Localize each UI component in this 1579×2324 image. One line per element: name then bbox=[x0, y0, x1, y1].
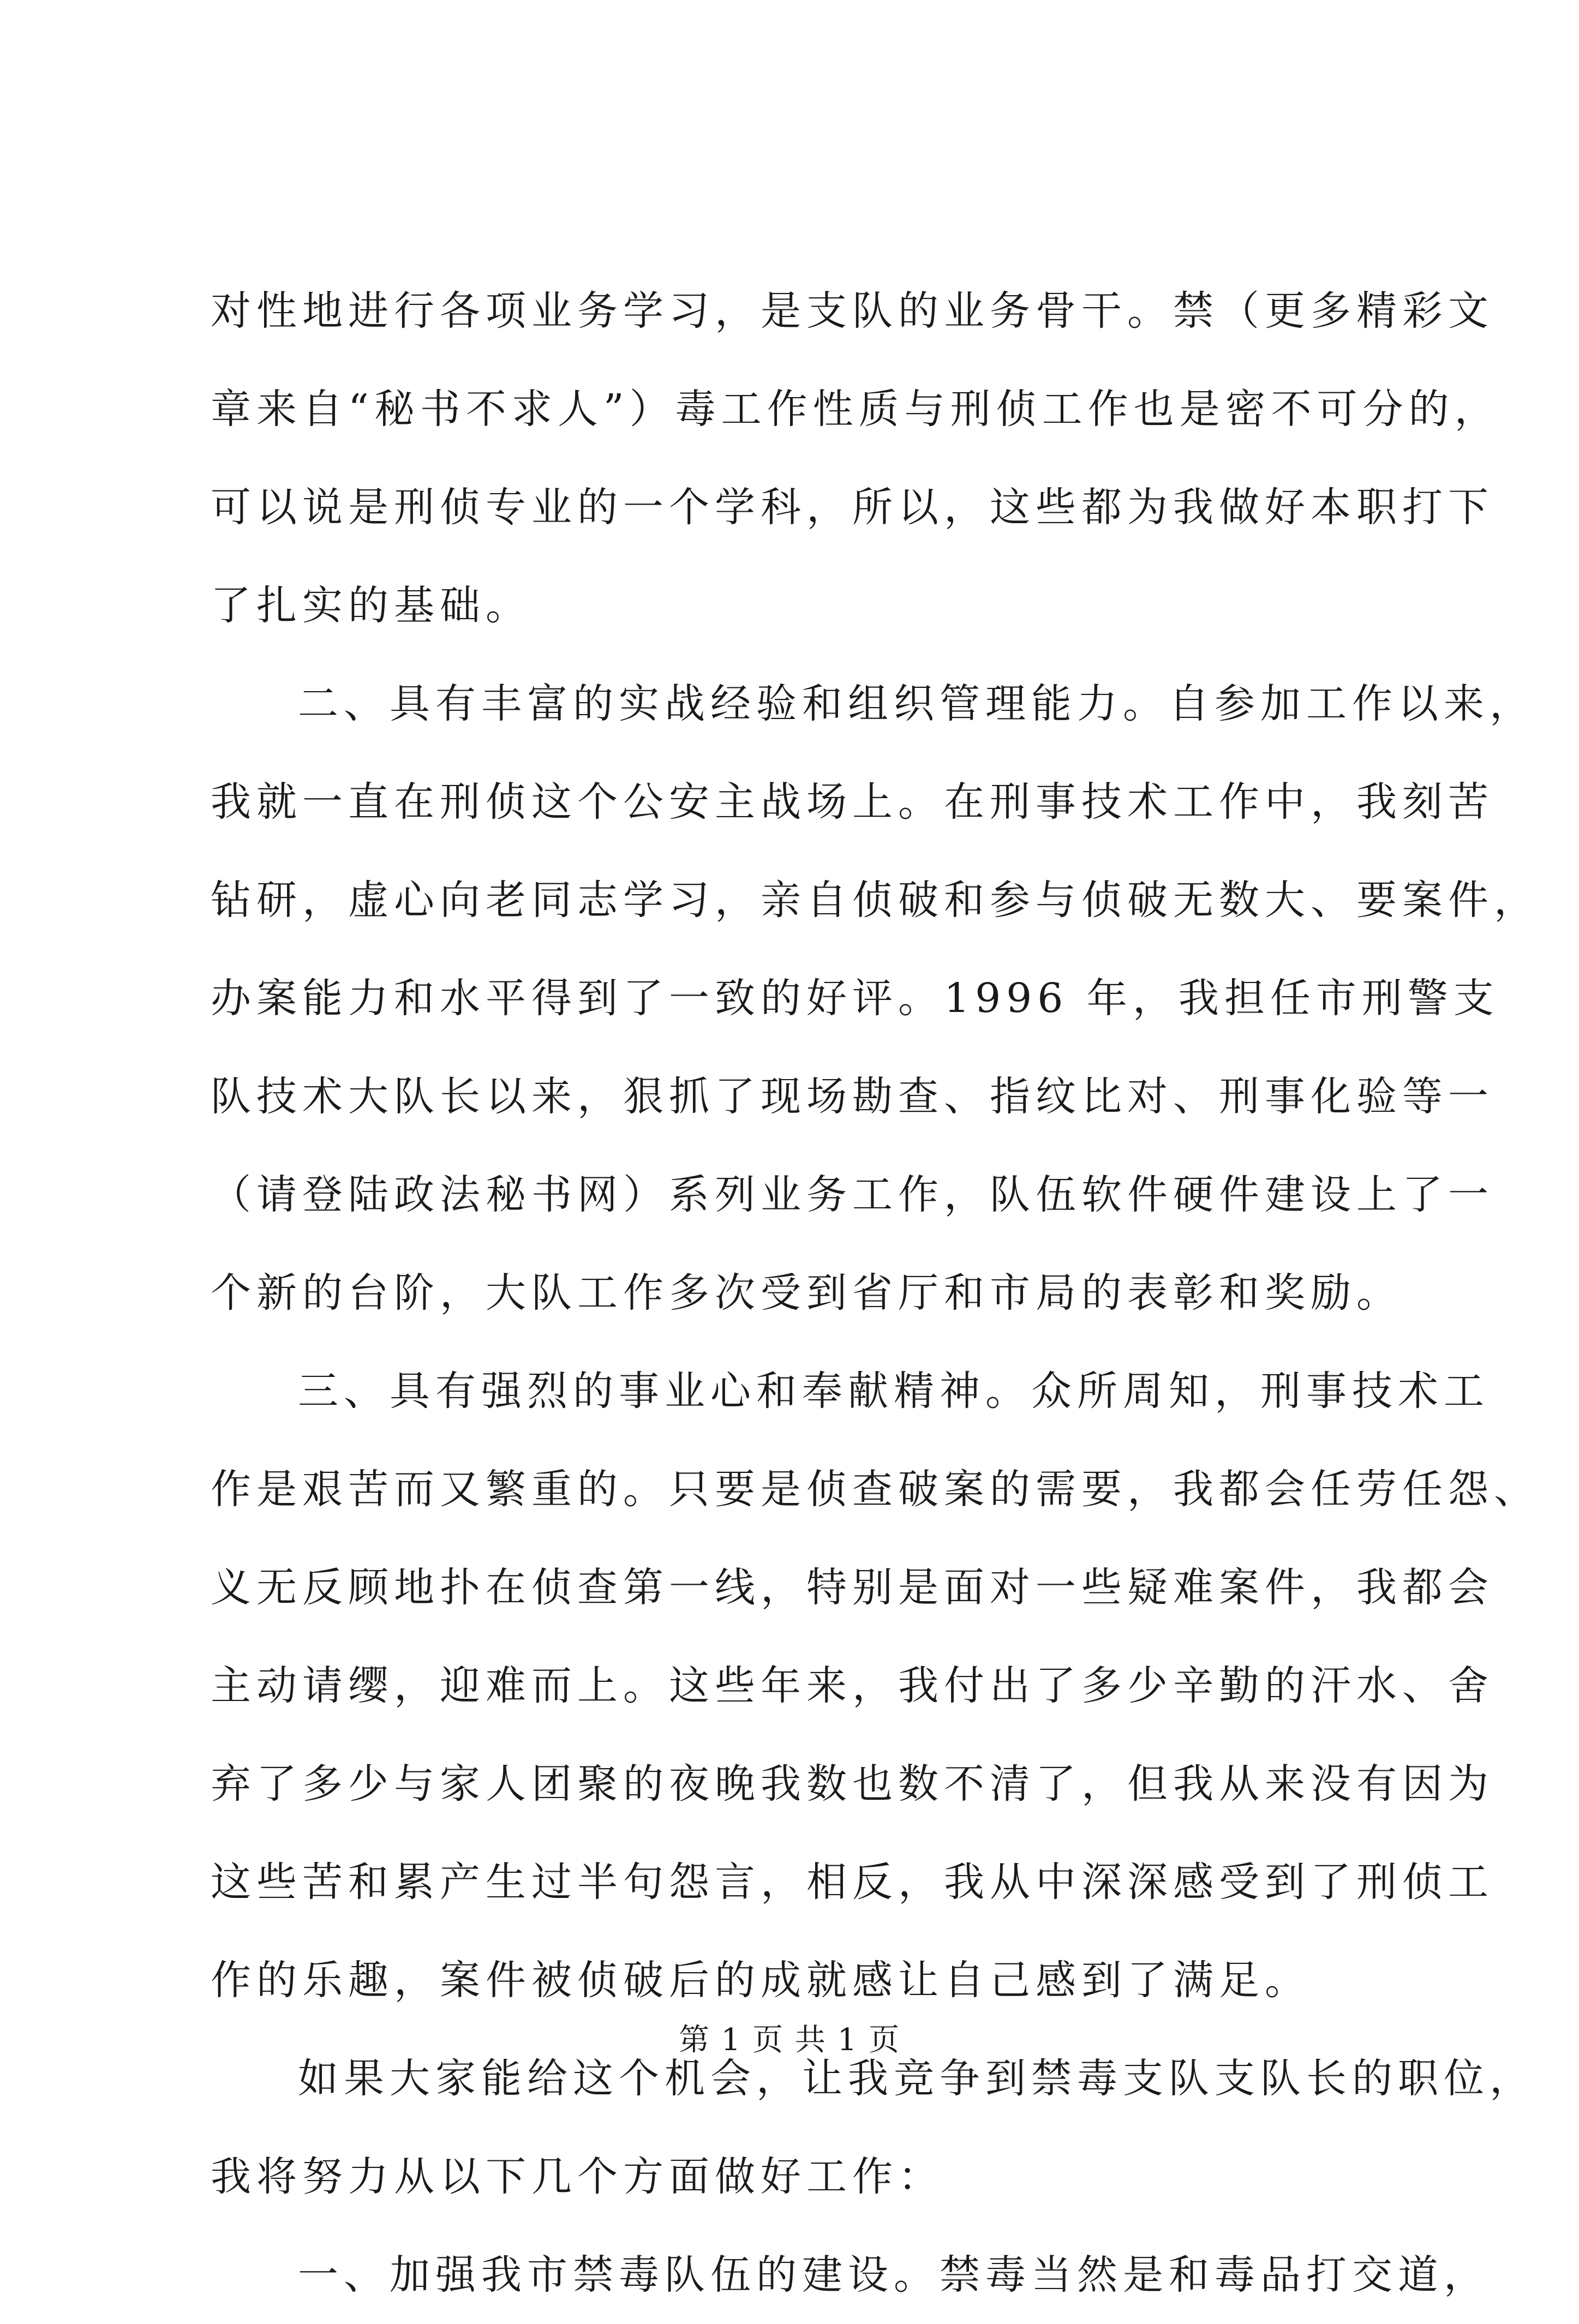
paragraph-start-line: 如果大家能给这个机会，让我竞争到禁毒支队支队长的职位， bbox=[298, 2055, 1535, 2102]
text-line: 可以说是刑侦专业的一个学科，所以，这些都为我做好本职打下 bbox=[211, 484, 1494, 531]
text-line: 我将努力从以下几个方面做好工作： bbox=[211, 2153, 944, 2200]
paragraph-start-line: 二、具有丰富的实战经验和组织管理能力。自参加工作以来， bbox=[298, 680, 1535, 727]
text-line: 我就一直在刑侦这个公安主战场上。在刑事技术工作中，我刻苦 bbox=[211, 778, 1494, 825]
paragraph-start-line: 一、加强我市禁毒队伍的建设。禁毒当然是和毒品打交道， bbox=[298, 2251, 1490, 2298]
text-line: 办案能力和水平得到了一致的好评。1996 年，我担任市刑警支 bbox=[211, 975, 1499, 1022]
text-line: 作的乐趣，案件被侦破后的成就感让自己感到了满足。 bbox=[211, 1957, 1311, 2004]
text-line: 这些苦和累产生过半句怨言，相反，我从中深深感受到了刑侦工 bbox=[211, 1859, 1494, 1906]
text-line: 主动请缨，迎难而上。这些年来，我付出了多少辛勤的汗水、舍 bbox=[211, 1662, 1494, 1709]
paragraph-start-line: 三、具有强烈的事业心和奉献精神。众所周知，刑事技术工 bbox=[298, 1368, 1490, 1415]
text-line: 作是艰苦而又繁重的。只要是侦查破案的需要，我都会任劳任怨、 bbox=[211, 1466, 1540, 1513]
text-line: （请登陆政法秘书网）系列业务工作，队伍软件硬件建设上了一 bbox=[211, 1171, 1494, 1218]
page-footer bbox=[0, 2018, 1579, 2062]
text-line: 个新的台阶，大队工作多次受到省厅和市局的表彰和奖励。 bbox=[211, 1269, 1402, 1316]
text-line: 对性地进行各项业务学习，是支队的业务骨干。禁（更多精彩文 bbox=[211, 287, 1494, 334]
text-line: 钻研，虚心向老同志学习，亲自侦破和参与侦破无数大、要案件， bbox=[211, 877, 1540, 924]
text-line: 义无反顾地扑在侦查第一线，特别是面对一些疑难案件，我都会 bbox=[211, 1564, 1494, 1611]
document-body bbox=[211, 262, 1540, 2324]
page-number-label: 第 1 页 共 1 页 bbox=[678, 2022, 901, 2058]
text-line: 章来自“秘书不求人”）毒工作性质与刑侦工作也是密不可分的， bbox=[211, 386, 1500, 433]
text-line: 弃了多少与家人团聚的夜晚我数也数不清了，但我从来没有因为 bbox=[211, 1760, 1494, 1807]
text-line: 队技术大队长以来，狠抓了现场勘查、指纹比对、刑事化验等一 bbox=[211, 1073, 1494, 1120]
text-line: 了扎实的基础。 bbox=[211, 582, 531, 629]
